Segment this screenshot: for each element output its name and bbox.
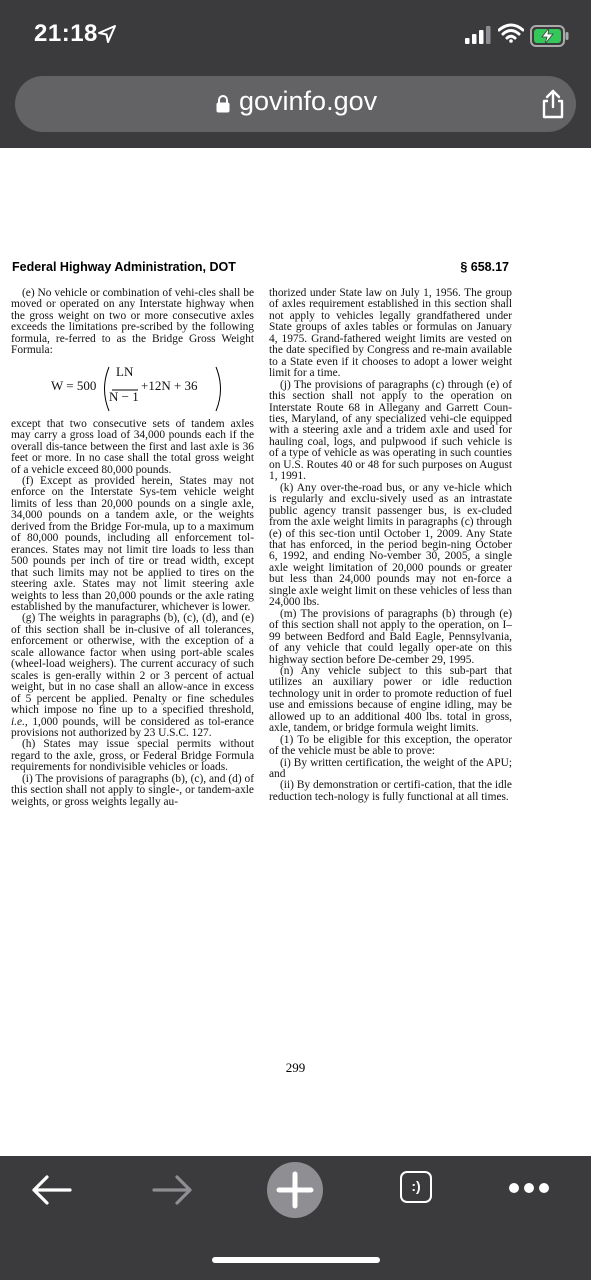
formula-rest: +12N + 36 bbox=[141, 377, 198, 393]
right-column bbox=[269, 288, 512, 803]
paragraph-k: (k) Any over-the-road bus, or any ve-hicle which is regularly and exclu-sively used as an intrastate public agency transit passenger bus, is ex-cluded from the axle weight limits in paragraphs (c) through (e) of this sec-tion until October 1, 2009. Any State that has enforced, in the period begin-ning October 6, 1992, and ending No-vember 30, 2005, a single axle weight limitation of 20,000 pounds or greater but less than 24,000 pounds may not en-force a single axle weight limit on these vehicles of less than 24,000 lbs. bbox=[269, 481, 512, 609]
home-indicator[interactable] bbox=[212, 1257, 380, 1263]
status-time: 21:18 bbox=[34, 20, 98, 47]
paragraph-n-1-ii: (ii) By demonstration or certifi-cation, that the idle reduction tech-nology is fully functional at all times. bbox=[269, 779, 512, 803]
paragraph-j: (j) The provisions of paragraphs (c) through (e) of this section shall not apply to the operation on Interstate Route 68 in Allegany and Garrett Coun-ties, Maryland, of any specialized vehi-cle equipped with a steering axle and a tridem axle and used for hauling coal, logs, and pulpwood if such vehicle is of a type of vehicle as was operating in such counties on U.S. Routes 40 or 48 for such purposes on August 1, 1991. bbox=[269, 378, 512, 483]
paragraph-e: (e) No vehicle or combination of vehi-cles shall be moved or operated on any Interstate highway when the gross weight on two or more consecutive axles exceeds the limitations pre-scribed by the following formula, re-ferred to as the Bridge Gross Weight Formula: bbox=[11, 287, 254, 357]
formula-numerator: LN bbox=[116, 363, 134, 379]
paragraph-f: (f) Except as provided herein, States may not enforce on the Interstate Sys-tem vehicle weight limits of less than 20,000 pounds on a single axle, 34,000 pounds on a tandem axle, or the weights derived from the Bridge For-mula, up to a maximum of 80,000 pounds, including all enforcement tol-erances. States may not limit tire loads to less than 500 pounds per inch of tire or tread width, except that such limits may not be applied to tires on the steering axle. States may not limit steering axle weights to less than 20,000 pounds or the axle rating established by the manufacturer, whichever is lower. bbox=[11, 474, 254, 613]
running-header-agency: Federal Highway Administration, DOT bbox=[12, 260, 236, 274]
left-column bbox=[11, 288, 254, 808]
status-bar bbox=[0, 0, 591, 70]
forward-arrow-icon[interactable] bbox=[152, 1174, 194, 1206]
page-number: 299 bbox=[285, 1060, 306, 1075]
paragraph-i-continued: thorized under State law on July 1, 1956. The group of axles requirement established in this section shall not apply to vehicles legally grandfathered under State groups of axles tables or formulas on January 4, 1975. Grand-fathered weight limits are vested on the date specified by Congress and re-main available to a State even if it chooses to adopt a lower weight limit for a time. bbox=[269, 287, 512, 380]
running-header-section: § 658.17 bbox=[460, 260, 509, 274]
formula-denominator: N − 1 bbox=[109, 388, 139, 404]
document-page bbox=[0, 148, 591, 1156]
more-menu-icon[interactable] bbox=[508, 1182, 550, 1194]
paragraph-e-continued: except that two consecutive sets of tandem axles may carry a gross load of 34,000 pounds each if the overall dis-tance between the first and last axle is 36 feet or more. In no case shall the total gross weight of a vehicle exceed 80,000 pounds. bbox=[11, 417, 254, 476]
paragraph-n-1-i: (i) By written certification, the weight of the APU; and bbox=[269, 756, 512, 781]
cellular-signal-icon bbox=[465, 26, 491, 44]
url-text: govinfo.gov bbox=[239, 86, 378, 116]
formula-lhs: W = 500 bbox=[51, 377, 97, 393]
lock-icon bbox=[216, 95, 230, 113]
address-bar[interactable] bbox=[15, 76, 576, 132]
back-arrow-icon[interactable] bbox=[30, 1174, 72, 1206]
tabs-switcher-icon[interactable]: :) bbox=[400, 1171, 432, 1203]
paragraph-h: (h) States may issue special permits without regard to the axle, gross, or Federal Bridge Formula requirements for nondivisible vehicles or loads. bbox=[11, 738, 254, 774]
paragraph-g: (g) The weights in paragraphs (b), (c), (d), and (e) of this section shall be in-clusive of all tolerances, enforcement or otherwise, with the exception of a scale allowance factor when using port-able scales (wheel-load weighers). The current accuracy of such scales is gen-erally within 2 or 3 percent of actual weight, but in no case shall an allow-ance in excess of 5 percent be applied. Penalty or fine schedules which impose no fine up to a specified threshold, i.e., 1,000 pounds, will be considered as tol-erance provisions not authorized by 23 U.S.C. 127. bbox=[11, 612, 254, 739]
paragraph-m: (m) The provisions of paragraphs (b) through (e) of this section shall not apply to the operation, on I–99 between Bedford and Bald Eagle, Pennsylvania, of any vehicle that could legally oper-ate on this highway section before De-cember 29, 1995. bbox=[269, 607, 512, 666]
location-arrow-icon bbox=[97, 24, 117, 44]
paragraph-n: (n) Any vehicle subject to this sub-part that utilizes an auxiliary power or idle reduction technology unit in order to promote reduction of fuel use and emissions because of engine idling, may be allowed up to an additional 400 lbs. total in gross, axle, tandem, or bridge formula weight limits. bbox=[269, 664, 512, 735]
browser-chrome bbox=[0, 70, 591, 148]
paragraph-n-1: (1) To be eligible for this exception, the operator of the vehicle must be able to prove: bbox=[269, 733, 512, 758]
bridge-formula bbox=[11, 363, 254, 415]
wifi-icon bbox=[498, 23, 524, 43]
new-tab-plus-icon[interactable] bbox=[265, 1160, 325, 1220]
battery-charging-icon bbox=[530, 25, 570, 47]
share-icon[interactable] bbox=[541, 89, 565, 119]
paragraph-i: (i) The provisions of paragraphs (b), (c), and (d) of this section shall not apply to single-, or tandem-axle weights, or gross weights legally au- bbox=[11, 772, 254, 808]
